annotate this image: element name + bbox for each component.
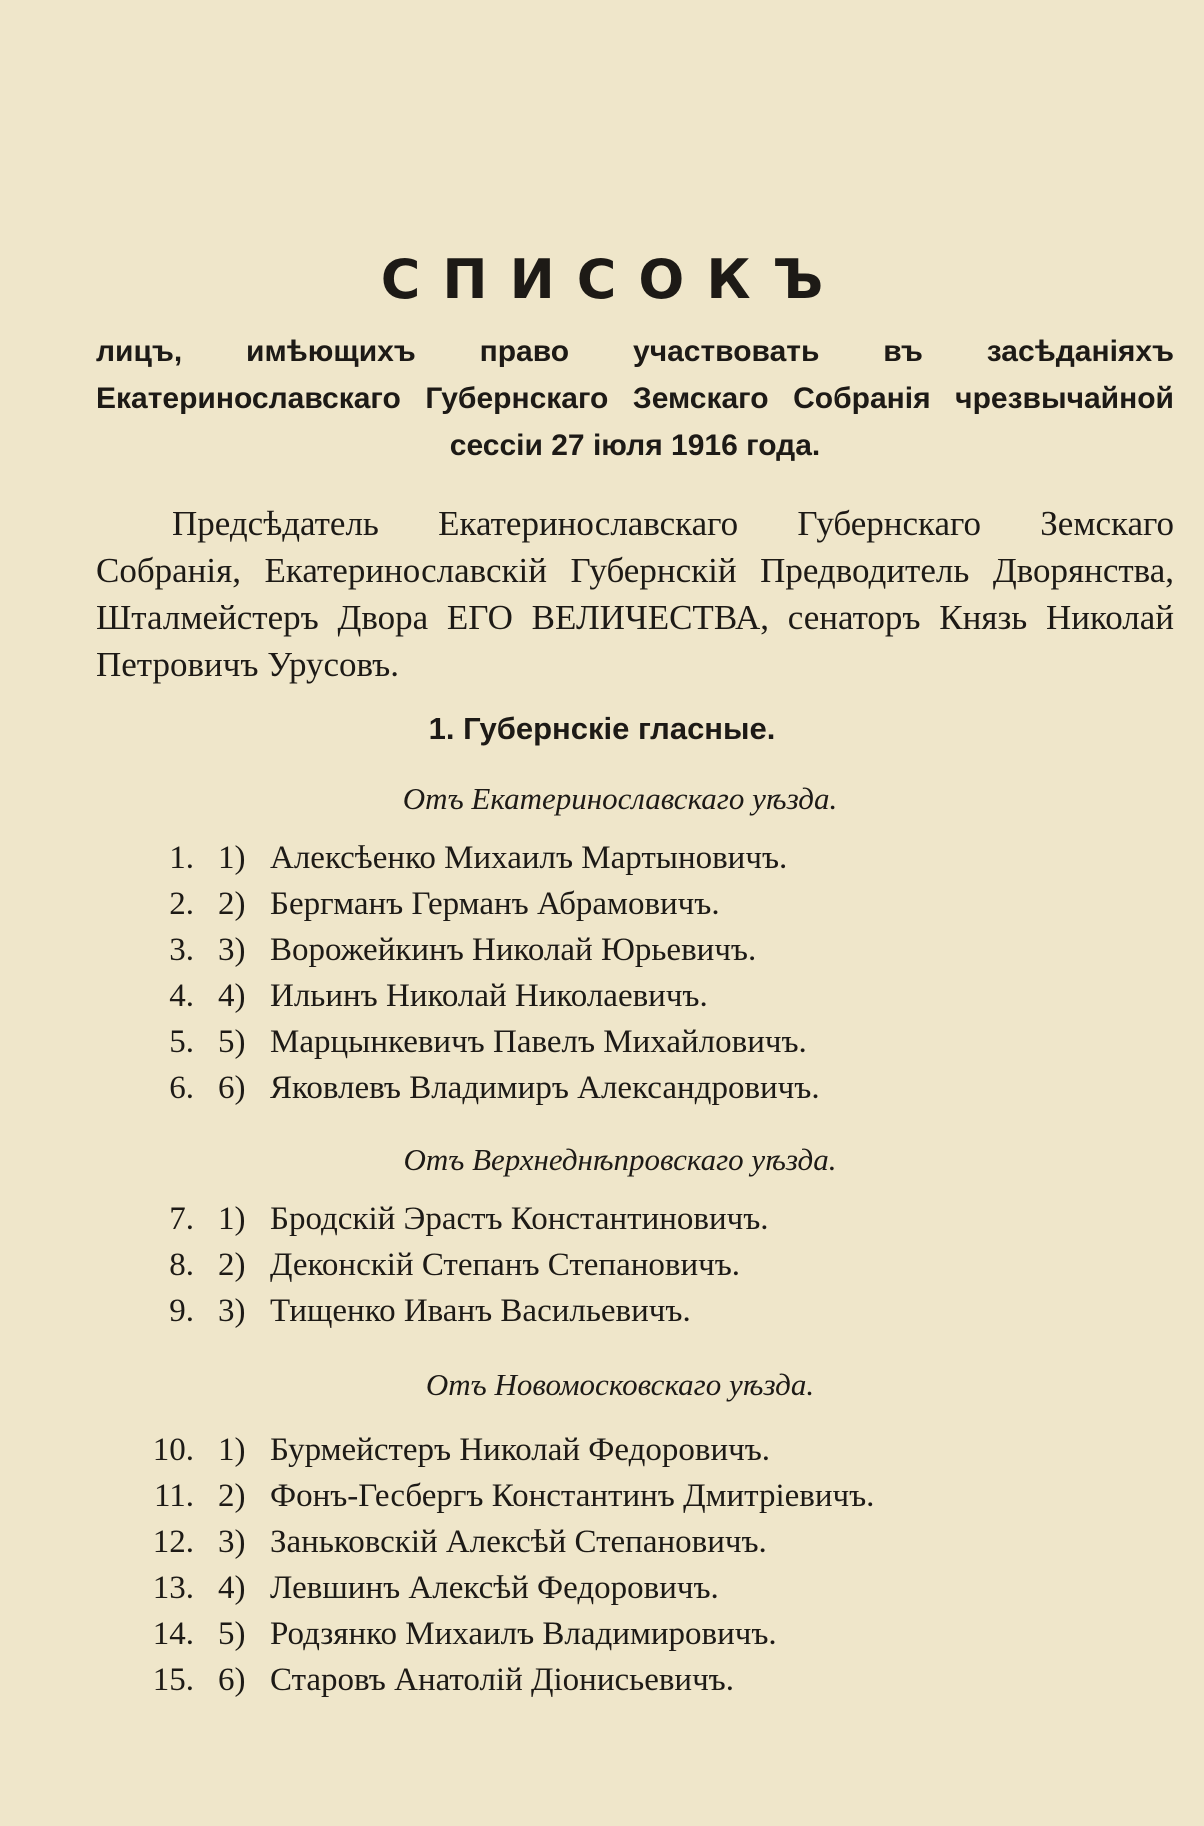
member-name: Левшинъ Алексѣй Федоровичъ. — [270, 1570, 719, 1606]
list-item — [0, 927, 1204, 973]
list-item — [0, 973, 1204, 1019]
member-number: 7. — [169, 1201, 194, 1237]
list-item — [0, 1473, 1204, 1519]
list-item — [0, 881, 1204, 927]
member-number: 2. — [169, 886, 194, 922]
member-sub-number: 3) — [218, 1293, 246, 1329]
list-item — [0, 1196, 1204, 1242]
member-list-verkhnedneprovsk — [0, 1196, 1204, 1334]
list-item — [0, 1657, 1204, 1703]
list-item — [0, 1519, 1204, 1565]
member-number: 4. — [169, 978, 194, 1014]
member-number: 1. — [169, 840, 194, 876]
member-sub-number: 6) — [218, 1070, 246, 1106]
member-name: Бурмейстеръ Николай Федоровичъ. — [270, 1432, 771, 1468]
member-number: 3. — [169, 932, 194, 968]
member-sub-number: 2) — [218, 1247, 246, 1283]
member-sub-number: 6) — [218, 1662, 246, 1698]
member-name: Бродскій Эрастъ Константиновичъ. — [270, 1201, 769, 1237]
chairman-paragraph: Предсѣдатель Екатеринославскаго Губернскаго Земскаго Собранія, Екатеринославскій Губернскій Предводитель Дворянства, Шталмейстеръ Двора ЕГО ВЕЛИЧЕСТВА, сенаторъ Князь Николай Петровичъ Урусовъ. — [96, 504, 1174, 684]
member-sub-number: 3) — [218, 1524, 246, 1560]
list-item — [0, 1288, 1204, 1334]
list-item — [0, 1565, 1204, 1611]
member-sub-number: 4) — [218, 1570, 246, 1606]
member-sub-number: 5) — [218, 1024, 246, 1060]
member-number: 11. — [153, 1478, 194, 1514]
member-name: Бергманъ Германъ Абрамовичъ. — [270, 886, 720, 922]
member-number: 8. — [169, 1247, 194, 1283]
page-title: СПИСОКЪ — [380, 248, 846, 311]
member-number: 14. — [152, 1616, 194, 1652]
member-name: Старовъ Анатолій Діонисьевичъ. — [270, 1662, 734, 1698]
list-item — [0, 1019, 1204, 1065]
member-sub-number: 1) — [218, 1432, 246, 1468]
member-sub-number: 5) — [218, 1616, 246, 1652]
member-number: 9. — [169, 1293, 194, 1329]
member-name: Яковлевъ Владимиръ Александровичъ. — [270, 1070, 820, 1106]
member-sub-number: 2) — [218, 886, 246, 922]
member-name: Заньковскій Алексѣй Степановичъ. — [270, 1524, 767, 1560]
district-heading-novomoskovsk: Отъ Новомосковскаго уѣзда. — [425, 1367, 815, 1402]
member-sub-number: 3) — [218, 932, 246, 968]
member-name: Ильинъ Николай Николаевичъ. — [270, 978, 708, 1014]
list-item — [0, 1427, 1204, 1473]
member-sub-number: 1) — [218, 840, 246, 876]
member-name: Фонъ-Гесбергъ Константинъ Дмитріевичъ. — [270, 1478, 875, 1514]
district-heading-ekaterinoslav: Отъ Екатеринославскаго уѣзда. — [402, 781, 838, 816]
member-sub-number: 1) — [218, 1201, 246, 1237]
member-number: 10. — [152, 1432, 194, 1468]
member-name: Марцынкевичъ Павелъ Михайловичъ. — [270, 1024, 807, 1060]
member-number: 5. — [169, 1024, 194, 1060]
member-sub-number: 4) — [218, 978, 246, 1014]
document-subtitle: лицъ, имѣющихъ право участвовать въ засѣданіяхъ Екатеринославскаго Губернскаго Земскаго Собранія чрезвычайной сессіи 27 іюля 1916 года. — [96, 335, 1174, 462]
member-sub-number: 2) — [218, 1478, 246, 1514]
member-number: 6. — [169, 1070, 194, 1106]
member-number: 15. — [152, 1662, 194, 1698]
member-name: Деконскій Степанъ Степановичъ. — [270, 1247, 741, 1283]
member-name: Родзянко Михаилъ Владимировичъ. — [270, 1616, 777, 1652]
district-heading-verkhnedneprovsk: Отъ Верхнеднѣпровскаго уѣзда. — [403, 1142, 837, 1177]
list-item — [0, 1611, 1204, 1657]
member-list-ekaterinoslav — [0, 835, 1204, 1111]
member-number: 13. — [152, 1570, 194, 1606]
list-item — [0, 1065, 1204, 1111]
member-name: Алексѣенко Михаилъ Мартыновичъ. — [270, 840, 788, 876]
member-list-novomoskovsk — [0, 1427, 1204, 1703]
section-heading: 1. Губернскіе гласные. — [428, 711, 776, 746]
member-name: Тищенко Иванъ Васильевичъ. — [270, 1293, 691, 1329]
list-item — [0, 1242, 1204, 1288]
member-name: Ворожейкинъ Николай Юрьевичъ. — [270, 932, 757, 968]
list-item — [0, 835, 1204, 881]
member-number: 12. — [152, 1524, 194, 1560]
